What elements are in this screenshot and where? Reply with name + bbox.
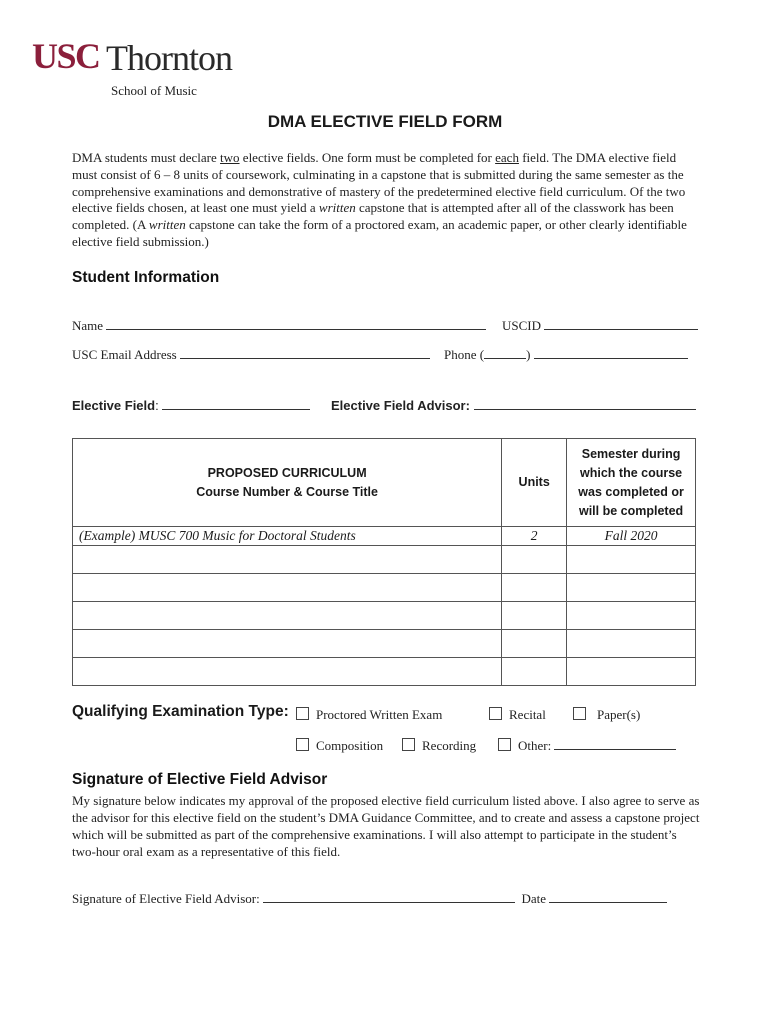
name-label: Name <box>72 318 104 333</box>
checkbox-icon[interactable] <box>402 738 415 751</box>
date-field[interactable] <box>549 891 667 903</box>
intro-text: field. The DMA elective field must consist of 6 – 8 units of coursework, culminating in a capstone that is submitted during the same semester as the comprehensive examinations and demonstrative of mastery of the predetermined elective field curriculum. Of the two elective fields chosen, at least one must yield a <box>72 150 686 216</box>
other-field[interactable] <box>554 738 676 750</box>
signature-row <box>72 891 667 907</box>
units-cell[interactable] <box>502 574 567 602</box>
intro-italic-written: written <box>148 217 186 233</box>
elective-field-label: Elective Field <box>72 398 156 413</box>
uscid-field[interactable] <box>544 318 698 330</box>
header-semester-line: will be completed <box>578 503 684 518</box>
option-proctored-written-exam[interactable] <box>296 707 442 723</box>
name-field[interactable] <box>106 318 486 330</box>
course-cell[interactable] <box>73 602 502 630</box>
semester-cell[interactable] <box>567 630 696 658</box>
option-papers[interactable] <box>573 707 640 723</box>
option-label: Proctored Written Exam <box>316 707 443 722</box>
phone-label: Phone ( <box>444 347 485 362</box>
option-label: Recital <box>509 707 546 722</box>
option-recital[interactable] <box>489 707 546 723</box>
table-row <box>73 602 696 630</box>
course-cell[interactable] <box>73 574 502 602</box>
header-curriculum <box>73 439 502 527</box>
logo-thornton: Thornton <box>106 38 232 78</box>
table-header-row <box>73 439 696 527</box>
header-semester-line: which the course <box>580 465 683 480</box>
option-label: Other: <box>518 738 552 753</box>
header-units: Units <box>502 439 567 527</box>
uscid-row <box>502 318 698 334</box>
header-semester <box>567 439 696 527</box>
header-curriculum-line: PROPOSED CURRICULUM <box>207 465 367 480</box>
date-label: Date <box>521 891 547 906</box>
option-label: Recording <box>422 738 477 753</box>
semester-cell[interactable] <box>567 574 696 602</box>
email-label: USC Email Address <box>72 347 177 362</box>
option-other[interactable] <box>498 738 676 754</box>
example-units: 2 <box>502 527 567 546</box>
option-label: Composition <box>316 738 384 753</box>
phone-area-code-field[interactable] <box>484 347 526 359</box>
intro-underline-each: each <box>495 150 519 165</box>
student-info-heading: Student Information <box>72 269 220 286</box>
name-row <box>72 318 486 334</box>
table-row <box>73 546 696 574</box>
example-semester: Fall 2020 <box>567 527 696 546</box>
units-cell[interactable] <box>502 658 567 686</box>
checkbox-icon[interactable] <box>573 707 586 720</box>
advisor-label: Elective Field Advisor: <box>331 398 470 413</box>
curriculum-table <box>72 438 696 686</box>
course-cell[interactable] <box>73 546 502 574</box>
logo-usc: USC <box>32 36 100 76</box>
option-label: Paper(s) <box>597 707 641 722</box>
signature-heading: Signature of Elective Field Advisor <box>72 771 328 788</box>
phone-number-field[interactable] <box>534 347 688 359</box>
advisor-row <box>331 398 696 413</box>
checkbox-icon[interactable] <box>498 738 511 751</box>
qualifying-exam-title: Qualifying Examination Type: <box>72 703 289 720</box>
table-row-example <box>73 527 696 546</box>
header-curriculum-line: Course Number & Course Title <box>196 484 378 499</box>
semester-cell[interactable] <box>567 658 696 686</box>
intro-text: DMA students must declare <box>72 150 221 165</box>
table-row <box>73 630 696 658</box>
phone-paren: ) <box>526 347 531 362</box>
header-semester-line: was completed or <box>578 484 684 499</box>
elective-field-input[interactable] <box>162 398 310 410</box>
units-cell[interactable] <box>502 602 567 630</box>
option-composition[interactable] <box>296 738 383 754</box>
table-row <box>73 574 696 602</box>
semester-cell[interactable] <box>567 602 696 630</box>
logo-school-of-music: School of Music <box>111 83 197 98</box>
signature-label: Signature of Elective Field Advisor: <box>72 891 260 906</box>
advisor-input[interactable] <box>474 398 696 410</box>
checkbox-icon[interactable] <box>296 738 309 751</box>
units-cell[interactable] <box>502 630 567 658</box>
uscid-label: USCID <box>502 318 542 333</box>
header-semester-line: Semester during <box>581 446 681 461</box>
signature-paragraph: My signature below indicates my approval of the proposed elective field curriculum listed above. I also agree to serve as the advisor for this elective field on the student’s DMA Guidance Committee, and to create and assess a capstone project which will be submitted as part of the comprehensive examinations. I will also attempt to participate in the student’s two-hour oral exam as a representative of this field. <box>72 793 700 859</box>
course-cell[interactable] <box>73 658 502 686</box>
intro-paragraph <box>72 150 700 251</box>
email-row <box>72 347 430 363</box>
page-title: DMA ELECTIVE FIELD FORM <box>267 112 503 131</box>
elective-field-colon: : <box>155 398 159 413</box>
example-course: (Example) MUSC 700 Music for Doctoral Students <box>73 527 502 546</box>
phone-row <box>444 347 688 363</box>
email-field[interactable] <box>180 347 430 359</box>
units-cell[interactable] <box>502 546 567 574</box>
course-cell[interactable] <box>73 630 502 658</box>
elective-field-row <box>72 398 310 413</box>
table-row <box>73 658 696 686</box>
intro-text: elective fields. One form must be completed for <box>239 150 496 165</box>
checkbox-icon[interactable] <box>296 707 309 720</box>
intro-underline-two: two <box>220 150 240 165</box>
intro-text: capstone that is attempted after all of the classwork has been completed. (A <box>72 200 674 233</box>
semester-cell[interactable] <box>567 546 696 574</box>
checkbox-icon[interactable] <box>489 707 502 720</box>
intro-text: capstone can take the form of a proctored exam, an academic paper, or other clearly identifiable elective field submission.) <box>72 217 687 249</box>
intro-italic-written: written <box>318 200 356 216</box>
option-recording[interactable] <box>402 738 476 754</box>
signature-field[interactable] <box>263 891 515 903</box>
